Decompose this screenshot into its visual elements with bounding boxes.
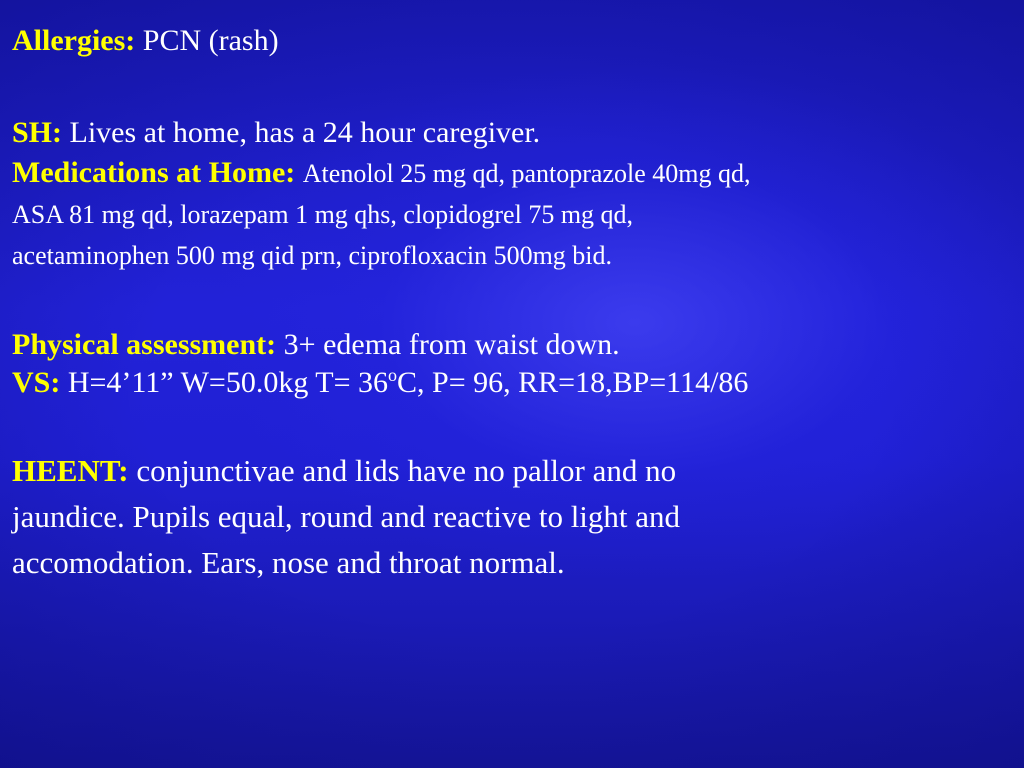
heent-line-2: jaundice. Pupils equal, round and reactive to light and: [12, 499, 681, 534]
spacer: [12, 60, 1012, 114]
heent-block: [12, 448, 912, 586]
heent-label: HEENT:: [12, 453, 129, 488]
vital-signs-label: VS:: [12, 366, 61, 399]
allergies-line: [12, 22, 1012, 60]
medications-line-1: Atenolol 25 mg qd, pantoprazole 40mg qd,: [302, 159, 751, 188]
medications-label: Medications at Home:: [12, 156, 296, 189]
vital-signs-text-before: H=4’11” W=50.0kg T= 36: [67, 366, 389, 399]
heent-line-3: accomodation. Ears, nose and throat normal.: [12, 545, 565, 580]
allergies-text: PCN (rash): [142, 24, 279, 57]
vital-signs-text-after: C, P= 96, RR=18,BP=114/86: [397, 366, 749, 399]
degree-superscript: o: [388, 365, 398, 385]
heent-line-1: conjunctivae and lids have no pallor and no: [136, 453, 677, 488]
physical-assessment-label: Physical assessment:: [12, 328, 277, 361]
spacer: [12, 276, 1012, 326]
physical-assessment-text: 3+ edema from waist down.: [283, 328, 620, 361]
spacer: [12, 402, 1012, 448]
slide-content: [12, 22, 1012, 762]
sh-text: Lives at home, has a 24 hour caregiver.: [69, 116, 541, 149]
medications-line-3: acetaminophen 500 mg qid prn, ciprofloxacin 500mg bid.: [12, 241, 613, 270]
physical-assessment-line: [12, 326, 1012, 364]
sh-line: [12, 114, 1012, 152]
sh-label: SH:: [12, 116, 63, 149]
vital-signs-line: [12, 364, 1012, 402]
allergies-label: Allergies:: [12, 24, 136, 57]
medications-block: [12, 152, 1012, 276]
medications-line-2: ASA 81 mg qd, lorazepam 1 mg qhs, clopidogrel 75 mg qd,: [12, 200, 634, 229]
